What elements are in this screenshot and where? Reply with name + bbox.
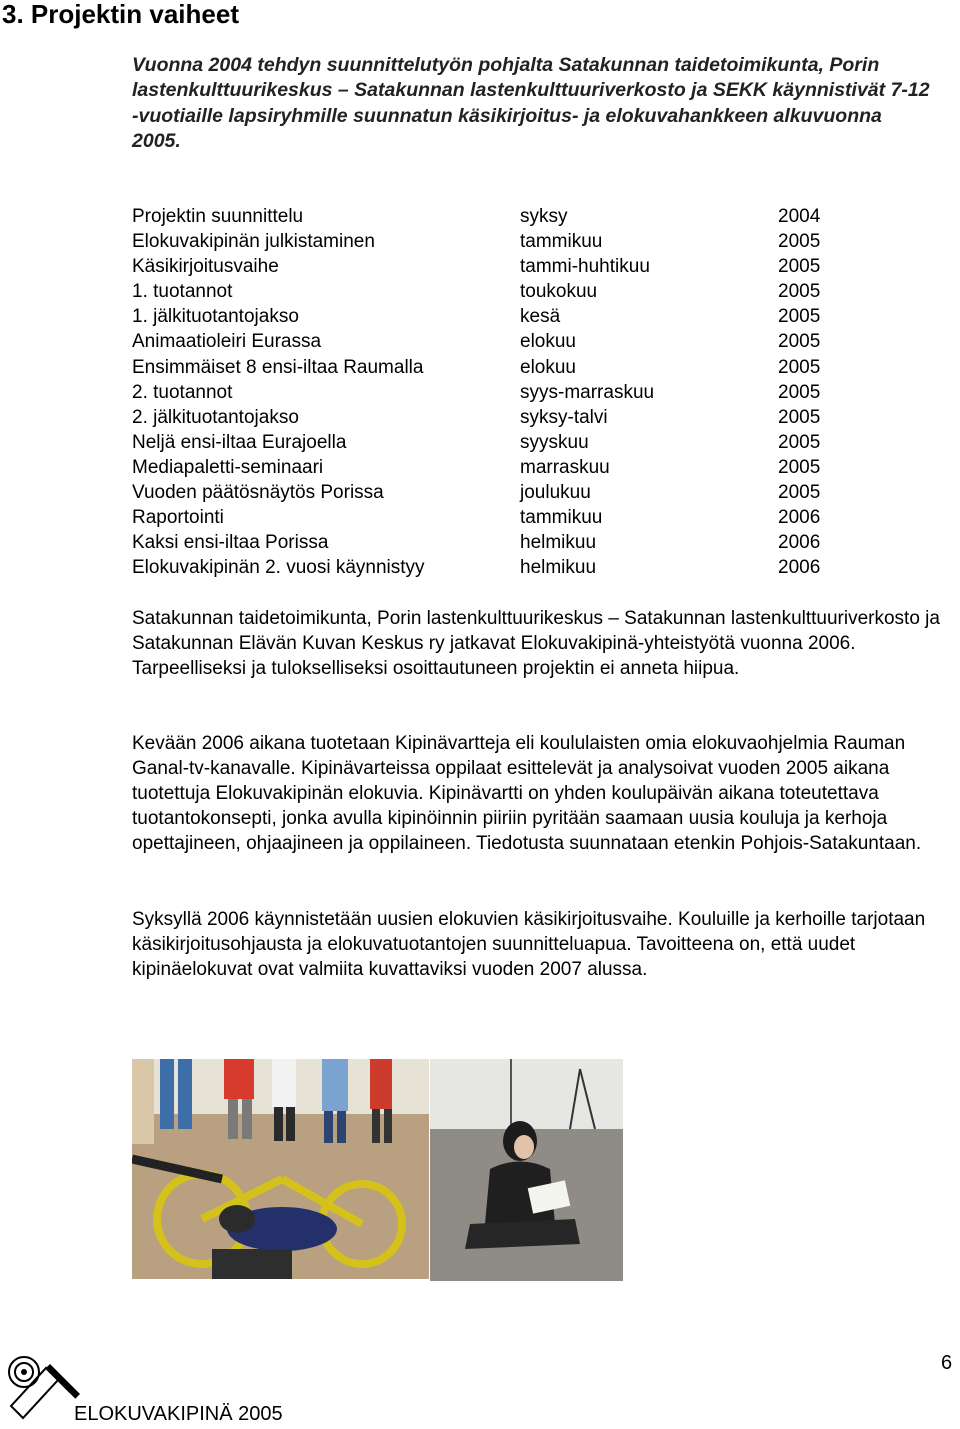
film-clapper-logo (2, 1346, 82, 1424)
schedule-period: helmikuu (520, 532, 597, 554)
schedule-task: 2. jälkituotantojakso (132, 406, 299, 428)
workshop-photo (132, 1059, 429, 1279)
schedule-row (132, 405, 852, 430)
schedule-row (132, 204, 852, 229)
schedule-row (132, 304, 852, 329)
schedule-year: 2005 (778, 406, 821, 428)
schedule-period: elokuu (520, 356, 576, 378)
footer-title: ELOKUVAKIPINÄ 2005 (74, 1403, 283, 1425)
intro-paragraph: Vuonna 2004 tehdyn suunnittelutyön pohjalta Satakunnan taidetoimikunta, Porin lastenkulttuurikeskus – Satakunnan lastenkulttuuriverkosto ja SEKK käynnistivät 7-12 -vuotiaille lapsiryhmille suunnatun käsikirjoitus- ja elokuvahankkeen alkuvuonna 2005. (132, 54, 930, 152)
schedule-task: 1. jälkituotantojakso (132, 306, 299, 328)
schedule-year: 2005 (778, 256, 821, 278)
schedule-row (132, 229, 852, 254)
schedule-period: toukokuu (520, 281, 598, 303)
schedule-task: Animaatioleiri Eurassa (132, 331, 322, 353)
schedule-period: tammikuu (520, 507, 603, 529)
schedule-task: Elokuvakipinän 2. vuosi käynnistyy (132, 557, 425, 579)
schedule-year: 2005 (778, 431, 821, 453)
schedule-year: 2006 (778, 532, 821, 554)
schedule-task: Käsikirjoitusvaihe (132, 256, 279, 278)
paragraph-kipinavartit: Kevään 2006 aikana tuotetaan Kipinävartteja eli koululaisten omia elokuvaohjelmia Rauman Ganal-tv-kanavalle. Kipinävarteissa oppilaat esittelevät ja analysoivat vuoden 2005 aikana tuotettuja Elokuvakipinän elokuvia. Kipinävartti on yhden koulupäivän aikana toteutettava tuotantokonsepti, jonka avulla kipinöinnin piiriin pyritään saamaan uusia kouluja ja kerhoja opettajineen, ohjaajineen ja oppilaineen. Tiedotusta suunnataan etenkin Pohjois-Satakuntaan. (132, 733, 922, 855)
schedule-row (132, 380, 852, 405)
schedule-period: syksy (520, 206, 568, 227)
schedule-task: Neljä ensi-iltaa Eurajoella (132, 431, 347, 453)
schedule-task: Elokuvakipinän julkistaminen (132, 231, 375, 253)
schedule-year: 2005 (778, 306, 821, 328)
schedule-period: syyskuu (520, 431, 589, 453)
schedule-row (132, 355, 852, 380)
schedule-period: joulukuu (520, 482, 591, 504)
schedule-task: Ensimmäiset 8 ensi-iltaa Raumalla (132, 356, 424, 378)
schedule-period: marraskuu (520, 456, 610, 478)
schedule-task: Vuoden päätösnäytös Porissa (132, 482, 384, 504)
schedule-period: helmikuu (520, 557, 597, 579)
schedule-row (132, 530, 852, 555)
schedule-row (132, 480, 852, 505)
paragraph-autumn-2006: Syksyllä 2006 käynnistetään uusien elokuvien käsikirjoitusvaihe. Kouluille ja kerhoille tarjotaan käsikirjoitusohjausta ja elokuvatuotantojen suunnitteluapua. Tavoitteena on, että uudet kipinäelokuvat ovat valmiita kuvattaviksi vuoden 2007 alussa. (132, 909, 926, 981)
schedule-row (132, 455, 852, 480)
schedule-period: tammi-huhtikuu (520, 256, 650, 278)
schedule-period: elokuu (520, 331, 576, 353)
schedule-year: 2005 (778, 482, 821, 504)
paragraph-continuation: Satakunnan taidetoimikunta, Porin lastenkulttuurikeskus – Satakunnan lastenkulttuuriverkosto ja Satakunnan Elävän Kuvan Keskus ry jatkavat Elokuvakipinä-yhteistyötä vuonna 2006. Tarpeelliseksi ja tulokselliseksi osoittautuneen projektin ei anneta hiipua. (132, 608, 940, 680)
schedule-table (132, 204, 852, 580)
schedule-year: 2006 (778, 557, 821, 579)
schedule-row (132, 254, 852, 279)
schedule-year: 2005 (778, 331, 821, 353)
schedule-row (132, 279, 852, 304)
section-heading: 3. Projektin vaiheet (2, 0, 239, 29)
schedule-task: Projektin suunnittelu (132, 206, 304, 227)
schedule-task: 1. tuotannot (132, 281, 233, 303)
schedule-row (132, 430, 852, 455)
schedule-year: 2004 (778, 206, 821, 227)
schedule-row (132, 505, 852, 530)
schedule-year: 2006 (778, 507, 821, 529)
schedule-row (132, 329, 852, 354)
schedule-year: 2005 (778, 456, 821, 478)
schedule-period: syys-marraskuu (520, 381, 655, 403)
schedule-task: Kaksi ensi-iltaa Porissa (132, 532, 329, 554)
schedule-year: 2005 (778, 281, 821, 303)
writing-girl-photo (430, 1059, 623, 1281)
schedule-year: 2005 (778, 356, 821, 378)
schedule-period: syksy-talvi (520, 406, 608, 428)
schedule-year: 2005 (778, 231, 821, 253)
schedule-period: kesä (520, 306, 561, 328)
schedule-period: tammikuu (520, 231, 603, 253)
schedule-task: Mediapaletti-seminaari (132, 456, 324, 478)
schedule-year: 2005 (778, 381, 821, 403)
schedule-task: 2. tuotannot (132, 381, 233, 403)
schedule-task: Raportointi (132, 507, 224, 529)
page-number: 6 (941, 1352, 953, 1374)
schedule-row (132, 555, 852, 580)
